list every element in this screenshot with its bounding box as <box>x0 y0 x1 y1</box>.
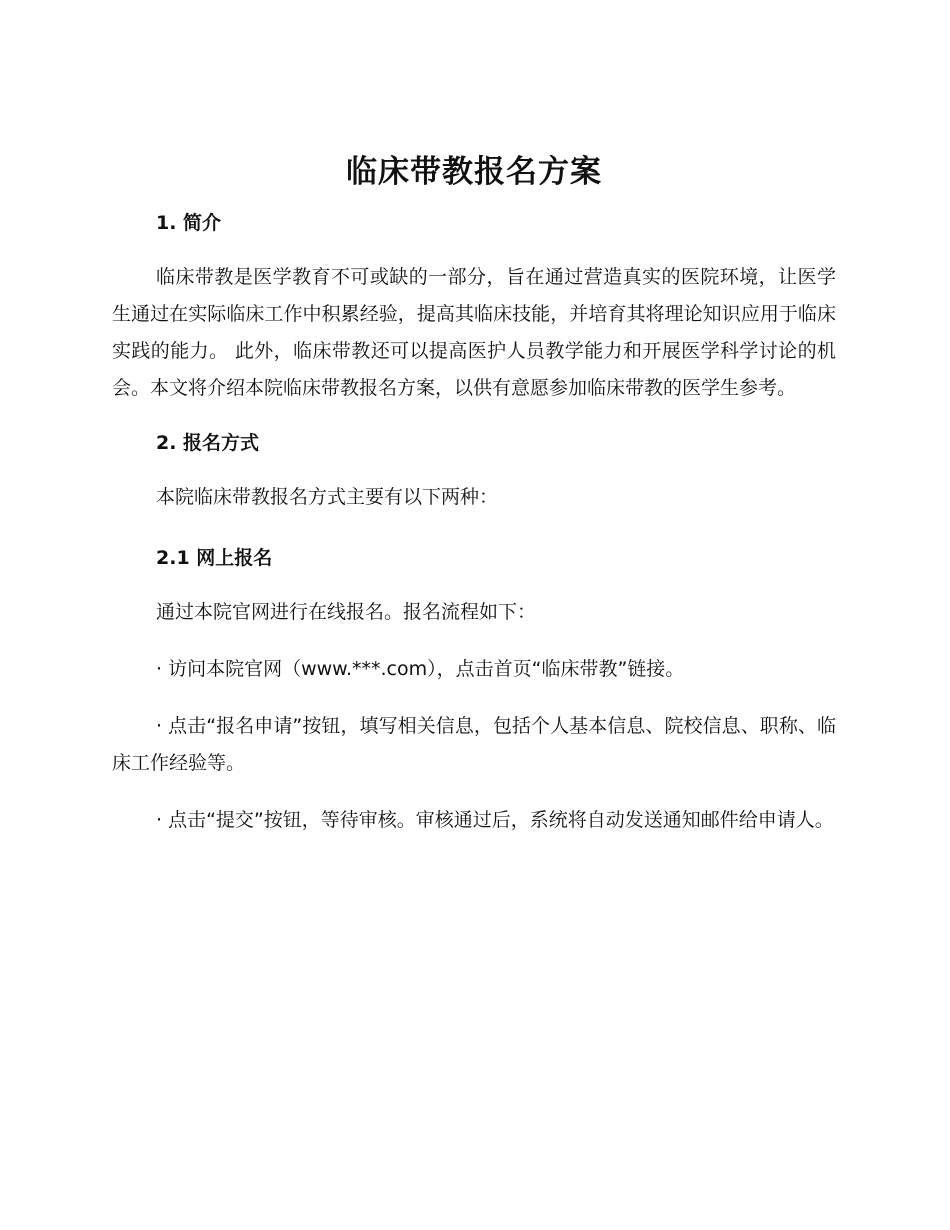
spacer <box>112 516 836 536</box>
section-heading-intro: 1. 简介 <box>156 212 222 234</box>
spacer <box>112 407 836 421</box>
section-heading-method: 2. 报名方式 <box>156 432 260 454</box>
document-title: 临床带教报名方案 <box>346 154 602 190</box>
spacer <box>112 465 836 479</box>
step-item-1: · 访问本院官网（www.***.com），点击首页“临床带教”链接。 <box>156 658 685 680</box>
spacer <box>112 580 836 594</box>
spacer <box>112 631 836 651</box>
online-paragraph: 通过本院官网进行在线报名。报名流程如下： <box>156 601 537 623</box>
spacer <box>112 688 836 708</box>
method-paragraph: 本院临床带教报名方式主要有以下两种： <box>156 486 499 508</box>
step-item-3: · 点击“提交”按钮，等待审核。审核通过后，系统将自动发送通知邮件给申请人。 <box>156 809 834 831</box>
document-content <box>112 145 836 839</box>
step-item-2: · 点击“报名申请”按钮，填写相关信息，包括个人基本信息、院校信息、职称、临床工作经验等。 <box>112 715 836 774</box>
intro-paragraph: 临床带教是医学教育不可或缺的一部分，旨在通过营造真实的医院环境，让医学生通过在实际临床工作中积累经验，提高其临床技能，并培育其将理论知识应用于临床实践的能力。 此外，临床带教还可以提高医护人员教学能力和开展医学科学讨论的机会。本文将介绍本院临床带教报名方案，以供有意愿参加临床带教的医学生参考。 <box>112 266 836 399</box>
spacer <box>112 245 836 259</box>
section-heading-online: 2.1 网上报名 <box>156 547 273 569</box>
spacer <box>112 782 836 802</box>
